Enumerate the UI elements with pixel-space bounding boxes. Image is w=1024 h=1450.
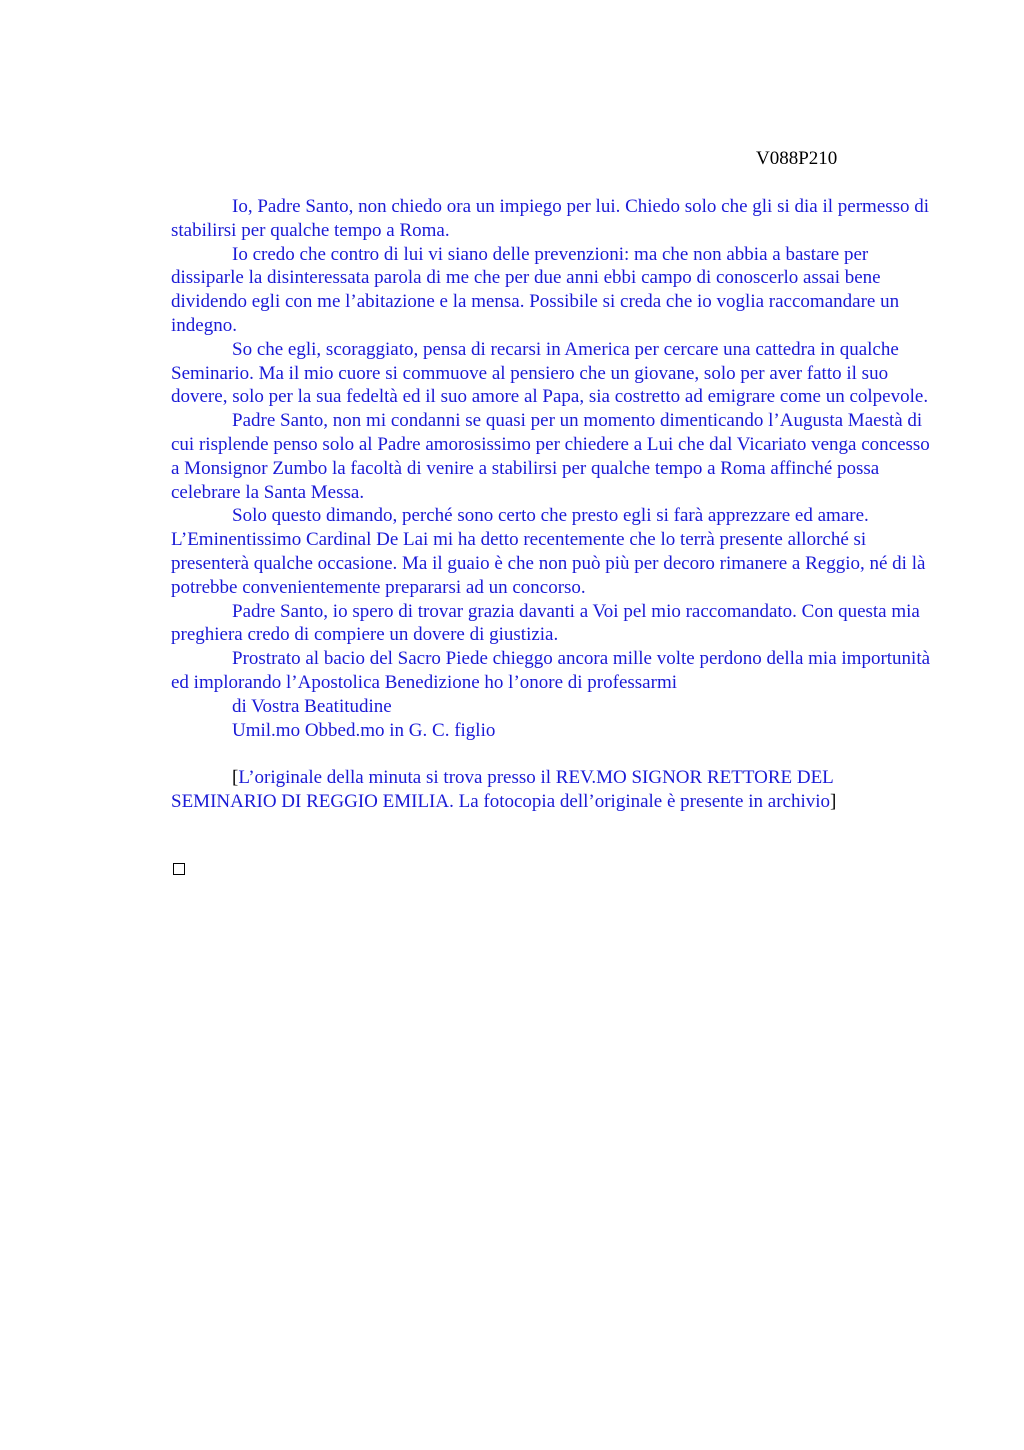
page-id: V088P210 — [756, 148, 838, 169]
spacer — [171, 742, 941, 766]
closing-line: di Vostra Beatitudine — [232, 695, 392, 717]
paragraph: Padre Santo, io spero di trovar grazia davanti a Voi pel mio raccomandato. Con questa mia preghiera credo di compiere un dovere di giustizia. — [171, 600, 920, 646]
paragraph: Io credo che contro di lui vi siano delle prevenzioni: ma che non abbia a bastare per dissiparle la disinteressata parola di me che per due anni ebbi campo di conoscerlo assai bene dividendo egli con me l’abitazione e la mensa. Possibile si creda che io voglia raccomandare un indegno. — [171, 243, 900, 336]
archive-note-text: L’originale della minuta si trova presso il REV.MO SIGNOR RETTORE DEL SEMINARIO DI REGGIO EMILIA. La fotocopia dell’originale è presente in archivio — [171, 767, 834, 812]
paragraph: Solo questo dimando, perché sono certo che presto egli si farà apprezzare ed amare. L’Eminentissimo Cardinal De Lai mi ha detto recentemente che lo terrà presente allorché si presenterà qualche occasione. Ma il guaio è che non può più per decoro rimanere a Reggio, né di là potrebbe convenientemente prepararsi ad un concorso. — [171, 505, 926, 598]
close-bracket: ] — [830, 790, 837, 812]
checkbox-icon — [173, 863, 185, 875]
paragraph: Prostrato al bacio del Sacro Piede chieggo ancora mille volte perdono della mia importunità ed implorando l’Apostolica Benedizione ho l’onore di professarmi — [171, 648, 931, 693]
open-bracket: [ — [232, 767, 239, 789]
paragraph: Padre Santo, non mi condanni se quasi per un momento dimenticando l’Augusta Maestà di cui risplende penso solo al Padre amorosissimo per chiedere a Lui che dal Vicariato venga concesso a Monsignor Zumbo la facoltà di venire a stabilirsi per qualche tempo a Roma affinché possa celebrare la Santa Messa. — [171, 410, 930, 503]
paragraph: Io, Padre Santo, non chiedo ora un impiego per lui. Chiedo solo che gli si dia il permesso di stabilirsi per qualche tempo a Roma. — [171, 196, 930, 241]
signature-line: Umil.mo Obbed.mo in G. C. figlio — [232, 719, 496, 741]
archive-note — [171, 766, 941, 814]
paragraph: So che egli, scoraggiato, pensa di recarsi in America per cercare una cattedra in qualche Seminario. Ma il mio cuore si commuove al pensiero che un giovane, solo per aver fatto il suo dovere, solo per la sua fedeltà ed il suo amore al Papa, sia costretto ad emigrare come un colpevole. — [171, 338, 929, 408]
letter-body — [171, 195, 941, 814]
